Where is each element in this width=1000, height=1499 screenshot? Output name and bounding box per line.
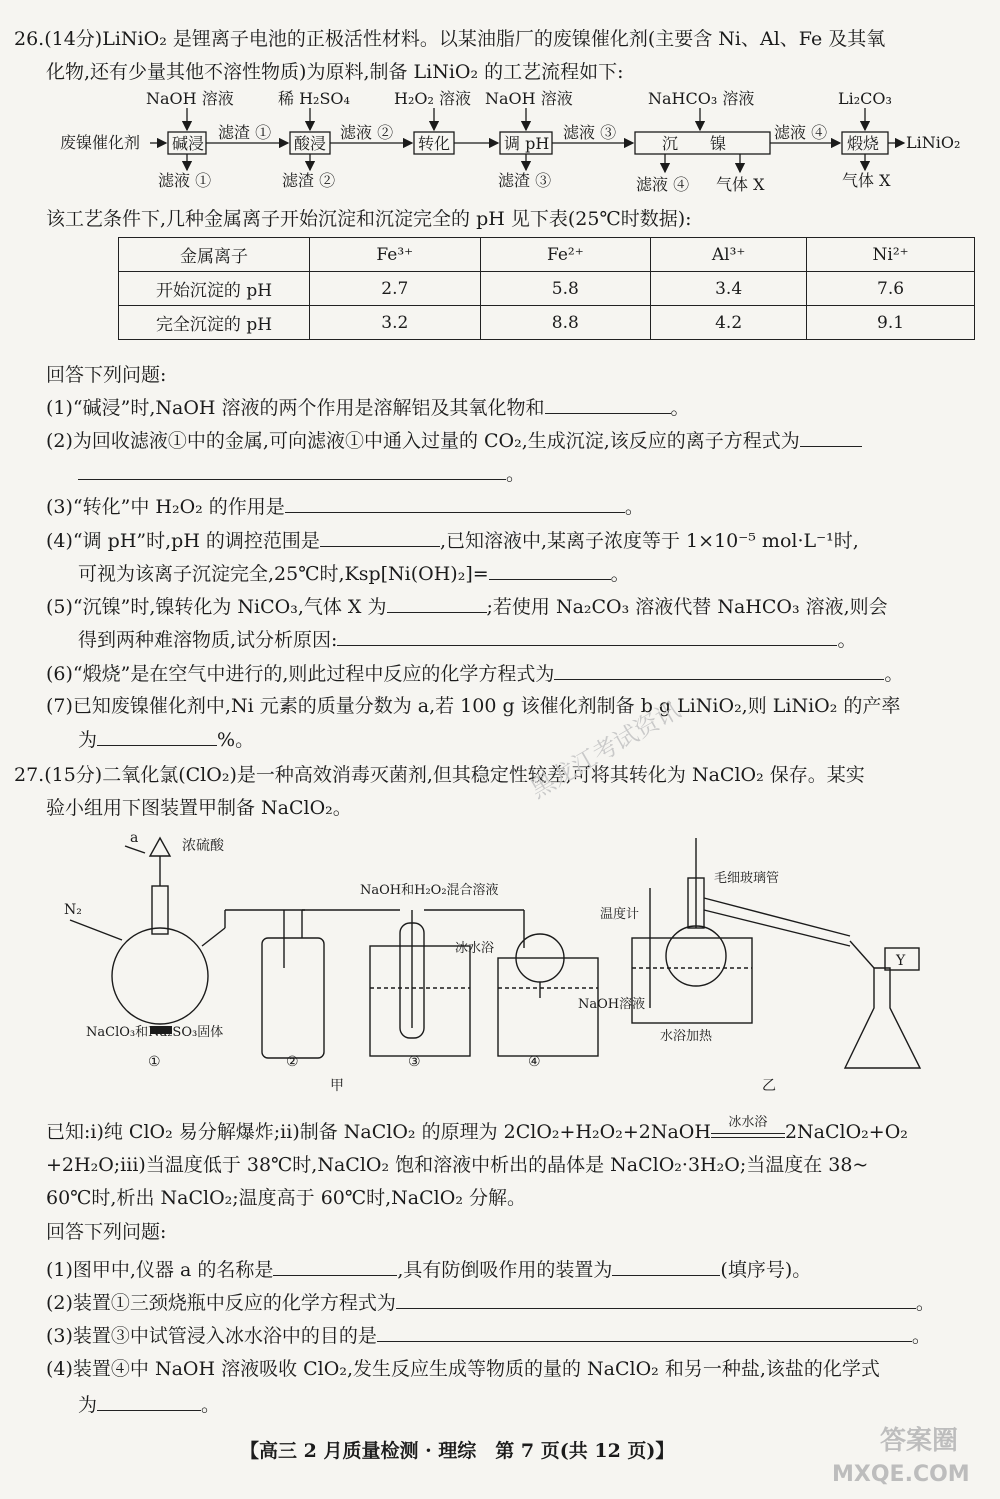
- flow-output-2: 滤渣 ②: [282, 171, 336, 190]
- conical-flask: [845, 968, 920, 1068]
- q26-4-text-c: 可视为该离子沉淀完全,25℃时,Ksp[Ni(OH)₂]=: [78, 563, 489, 585]
- answer-blank[interactable]: [612, 1257, 720, 1276]
- q27-2: [46, 1290, 935, 1315]
- table-intro: 该工艺条件下,几种金属离子开始沉淀和沉淀完全的 pH 见下表(25℃时数据):: [46, 208, 692, 230]
- table-header-cell: Ni²⁺: [807, 238, 975, 272]
- q27-4-text-b: 为: [78, 1394, 98, 1416]
- flow-reagent-2: 稀 H₂SO₄: [278, 89, 350, 108]
- known-text-1b: 2NaClO₂+O₂: [784, 1121, 908, 1143]
- num-1: ①: [148, 1054, 161, 1070]
- table-cell: 9.1: [807, 306, 975, 340]
- flow-output-4: 滤液 ④: [636, 175, 690, 194]
- q26-header2: 化物,还有少量其他不溶性物质)为原料,制备 LiNiO₂ 的工艺流程如下:: [46, 61, 624, 83]
- three-neck-flask: [112, 928, 208, 1024]
- flow-input: 废镍催化剂: [60, 133, 141, 152]
- flow-product: LiNiO₂: [906, 133, 961, 152]
- q27-known-2: +2H₂O;iii)当温度低于 38℃时,NaClO₂ 饱和溶液中析出的晶体是 NaClO₂·3H₂O;当温度在 38~: [46, 1154, 869, 1176]
- reaction-arrow: [711, 1115, 785, 1138]
- q26-3-text: (3)“转化”中 H₂O₂ 的作用是: [46, 496, 285, 518]
- label-a: a: [130, 830, 139, 846]
- label-yi: 乙: [762, 1078, 776, 1094]
- q26-4-text-b: ,已知溶液中,某离子浓度等于 1×10⁻⁵ mol·L⁻¹时,: [439, 530, 859, 552]
- label-solid: NaClO₃和Na₂SO₃固体: [86, 1025, 224, 1040]
- watermark: 黑龙江考试资讯: [525, 695, 685, 804]
- flow-reagent-3: H₂O₂ 溶液: [394, 89, 471, 108]
- table-cell: 3.2: [310, 306, 481, 340]
- flow-reagent-6: Li₂CO₃: [838, 89, 892, 108]
- q26-6-text: (6)“煅烧”是在空气中进行的,则此过程中反应的化学方程式为: [46, 663, 555, 685]
- q26-4: [46, 528, 859, 553]
- flow-box-3: 转化: [418, 134, 451, 153]
- label-naoh: NaOH溶液: [578, 997, 646, 1012]
- flow-output-5: 气体 X: [716, 175, 765, 194]
- q26-5-text-b: ;若使用 Na₂CO₃ 溶液代替 NaHCO₃ 溶液,则会: [486, 596, 888, 618]
- label-thermo: 温度计: [600, 907, 640, 922]
- label-y: Y: [896, 953, 906, 969]
- corner-logo: 答案圈: [880, 1426, 959, 1456]
- q26-4-cont: [78, 561, 630, 586]
- q26-4-text-a: (4)“调 pH”时,pH 的调控范围是: [46, 530, 320, 552]
- label-conc-acid: 浓硫酸: [182, 838, 224, 854]
- q27-1-text-c: (填序号)。: [720, 1259, 812, 1281]
- q26-7-text-b: 为: [78, 729, 98, 751]
- flow-output-3: 滤渣 ③: [498, 171, 552, 190]
- q26-3: [46, 494, 644, 519]
- flow-box-4: 调 pH: [504, 134, 550, 153]
- q26-2-cont: [78, 461, 525, 486]
- answer-blank[interactable]: [285, 494, 625, 513]
- q26-6: [46, 661, 903, 686]
- answer-blank[interactable]: [377, 1323, 912, 1342]
- flow-arrow-label-4: 滤液 ④: [774, 123, 828, 142]
- answer-blank[interactable]: [320, 528, 440, 547]
- answer-blank[interactable]: [97, 727, 217, 746]
- flow-reagent-4: NaOH 溶液: [485, 89, 573, 108]
- flow-arrow-label-1: 滤渣 ①: [218, 123, 272, 142]
- q27-4-cont: [78, 1392, 220, 1417]
- ph-table: [118, 237, 975, 340]
- period: 。: [610, 563, 630, 585]
- period: 。: [201, 1394, 221, 1416]
- answer-blank[interactable]: [337, 627, 837, 646]
- q27-answer-intro: 回答下列问题:: [46, 1221, 167, 1243]
- table-row: [119, 272, 975, 306]
- q27-known-3: 60℃时,析出 NaClO₂;温度高于 60℃时,NaClO₂ 分解。: [46, 1187, 526, 1209]
- q26-header: 26.(14分)LiNiO₂ 是锂离子电池的正极活性材料。以某油脂厂的废镍催化剂(主要含 Ni、Al、Fe 及其氧: [14, 28, 886, 50]
- table-cell: 7.6: [807, 272, 975, 306]
- q27-1-text-b: ,具有防倒吸作用的装置为: [397, 1259, 613, 1281]
- flow-output-6: 气体 X: [842, 171, 891, 190]
- num-4: ④: [528, 1054, 541, 1070]
- num-2: ②: [286, 1054, 299, 1070]
- q26-5-text-a: (5)“沉镍”时,镍转化为 NiCO₃,气体 X 为: [46, 596, 387, 618]
- period: 。: [911, 1325, 931, 1347]
- q26-1-text: (1)“碱浸”时,NaOH 溶液的两个作用是溶解铝及其氧化物和: [46, 397, 545, 419]
- q26-5-text-c: 得到两种难溶物质,试分析原因:: [78, 629, 338, 651]
- table-header-cell: Fe²⁺: [480, 238, 651, 272]
- flow-arrow-label-3: 滤液 ③: [563, 123, 617, 142]
- q26-2-text: (2)为回收滤液①中的金属,可向滤液①中通入过量的 CO₂,生成沉淀,该反应的离子方程式为: [46, 430, 800, 452]
- table-cell: 完全沉淀的 pH: [119, 306, 310, 340]
- q26-5-cont: [78, 627, 856, 652]
- label-jia: 甲: [330, 1078, 344, 1094]
- period: 。: [915, 1292, 935, 1314]
- answer-blank[interactable]: [489, 561, 611, 580]
- answer-blank[interactable]: [97, 1392, 201, 1411]
- table-cell: 8.8: [480, 306, 651, 340]
- table-cell: 开始沉淀的 pH: [119, 272, 310, 306]
- q27-1-text-a: (1)图甲中,仪器 a 的名称是: [46, 1259, 274, 1281]
- flow-box-6: 煅烧: [847, 134, 880, 153]
- label-ice: 冰水浴: [455, 941, 495, 956]
- q26-2: [46, 428, 862, 453]
- flow-arrow-label-2: 滤液 ②: [340, 123, 394, 142]
- q27-2-text: (2)装置①三颈烧瓶中反应的化学方程式为: [46, 1292, 396, 1314]
- q27-1: [46, 1257, 811, 1282]
- q27-header2: 验小组用下图装置甲制备 NaClO₂。: [46, 797, 352, 819]
- flow-output-1: 滤液 ①: [158, 171, 212, 190]
- answer-blank[interactable]: [800, 428, 862, 447]
- q26-7-cont: [78, 727, 254, 752]
- num-3: ③: [408, 1054, 421, 1070]
- q26-5: [46, 594, 888, 619]
- page-footer: 【高三 2 月质量检测 · 理综 第 7 页(共 12 页)】: [240, 1440, 675, 1462]
- label-n2: N₂: [64, 902, 82, 918]
- period: 。: [506, 463, 526, 485]
- ice-bath-beaker: [370, 946, 470, 1056]
- safety-bottle: [262, 938, 324, 1058]
- process-flow-diagram: [0, 88, 1000, 200]
- table-header-row: [119, 238, 975, 272]
- reaction-condition: 冰水浴: [728, 1115, 768, 1130]
- q27-3: [46, 1323, 931, 1348]
- flow-reagent-1: NaOH 溶液: [146, 89, 234, 108]
- q26-1: [46, 395, 690, 420]
- table-row: [119, 306, 975, 340]
- table-header-cell: 金属离子: [119, 238, 310, 272]
- flow-box-1: 碱浸: [172, 134, 205, 153]
- known-text-1: 已知:i)纯 ClO₂ 易分解爆炸;ii)制备 NaClO₂ 的原理为 2ClO₂+H₂O₂+2NaOH: [46, 1121, 711, 1143]
- table-header-cell: Al³⁺: [651, 238, 807, 272]
- q27-known-1: [46, 1115, 908, 1144]
- q27-4: (4)装置④中 NaOH 溶液吸收 ClO₂,发生反应生成等物质的量的 NaClO₂ 和另一种盐,该盐的化学式: [46, 1358, 880, 1380]
- label-water-bath: 水浴加热: [660, 1029, 713, 1044]
- q26-answer-intro: 回答下列问题:: [46, 364, 167, 386]
- q27-header: 27.(15分)二氧化氯(ClO₂)是一种高效消毒灭菌剂,但其稳定性较差,可将其转化为 NaClO₂ 保存。某实: [14, 764, 865, 786]
- answer-blank[interactable]: [78, 461, 506, 480]
- flow-box-5: 沉 镍: [662, 134, 727, 153]
- answer-blank[interactable]: [554, 661, 884, 680]
- period: 。: [837, 629, 857, 651]
- table-cell: 3.4: [651, 272, 807, 306]
- apparatus-diagram: [50, 828, 970, 1103]
- corner-url: MXQE.COM: [832, 1462, 970, 1487]
- q26-7: (7)已知废镍催化剂中,Ni 元素的质量分数为 a,若 100 g 该催化剂制备 b g LiNiO₂,则 LiNiO₂ 的产率: [46, 695, 901, 717]
- table-cell: 4.2: [651, 306, 807, 340]
- label-capillary: 毛细玻璃管: [714, 871, 780, 886]
- period: 。: [884, 663, 904, 685]
- table-cell: 2.7: [310, 272, 481, 306]
- answer-blank[interactable]: [273, 1257, 397, 1276]
- answer-blank[interactable]: [396, 1290, 916, 1309]
- label-mix: NaOH和H₂O₂混合溶液: [360, 883, 499, 898]
- q26-7-text-c: %。: [217, 729, 255, 751]
- flow-reagent-5: NaHCO₃ 溶液: [648, 89, 755, 108]
- answer-blank[interactable]: [545, 395, 671, 414]
- table-header-cell: Fe³⁺: [310, 238, 481, 272]
- period: 。: [624, 496, 644, 518]
- period: 。: [670, 397, 690, 419]
- q27-3-text: (3)装置③中试管浸入冰水浴中的目的是: [46, 1325, 377, 1347]
- table-cell: 5.8: [480, 272, 651, 306]
- answer-blank[interactable]: [387, 594, 487, 613]
- flow-box-2: 酸浸: [294, 134, 327, 153]
